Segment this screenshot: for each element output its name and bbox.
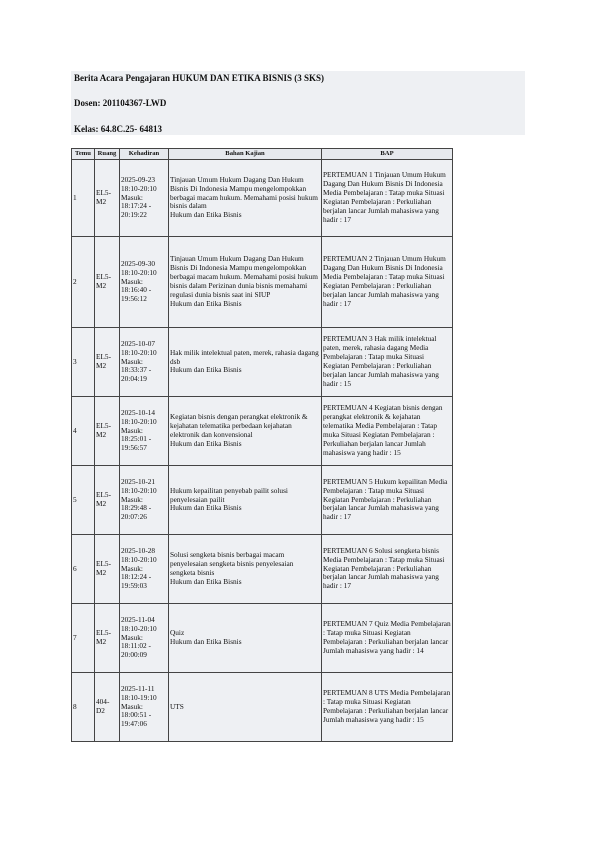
table-row [72,466,453,535]
cell-ruang: 404-D2 [95,673,120,742]
col-header-ruang: Ruang [95,149,120,160]
col-header-temu: Temu [72,149,95,160]
bahan-kajian-text: Hak milik intelektual paten, merek, rahasia dagang dsb [170,347,319,366]
cell-kehadiran: 2025-11-04 18:10-20:10 Masuk: 18:11:02 - 20:00:09 [120,604,169,673]
table-row [72,535,453,604]
cell-bap: PERTEMUAN 3 Hak milik intelektual paten, merek, rahasia dagang Media Pembelajaran : Tatap muka Situasi Kegiatan Pembelajaran : Perkuliahan berjalan lancar Jumlah mahasiswa yang hadir : 15 [322,328,453,397]
cell-bap: PERTEMUAN 2 Tinjauan Umum Hukum Dagang Dan Hukum Bisnis Di Indonesia Media Pembelajaran : Tatap muka Situasi Kegiatan Pembelajaran : Perkuliahan berjalan lancar Jumlah mahasiswa yang hadir : 17 [322,237,453,328]
cell-ruang: EL5-M2 [95,397,120,466]
cell-kehadiran: 2025-09-30 18:10-20:10 Masuk: 18:16:40 - 19:56:12 [120,237,169,328]
cell-bahan-kajian [169,397,322,466]
cell-temu: 8 [72,673,95,742]
cell-bahan-kajian [169,237,322,328]
cell-kehadiran: 2025-10-14 18:10-20:10 Masuk: 18:25:01 - 19:56:57 [120,397,169,466]
table-header-row [72,149,453,160]
bahan-kajian-text: Quiz [170,628,185,638]
lecturer-line: Dosen: 201104367-LWD [74,98,167,108]
cell-bahan-kajian [169,160,322,237]
cell-kehadiran: 2025-09-23 18:10-20:10 Masuk: 18:17:24 - 20:19:22 [120,160,169,237]
col-header-bap: BAP [322,149,453,160]
cell-ruang: EL5-M2 [95,535,120,604]
col-header-bahan-kajian: Bahan Kajian [169,149,322,160]
cell-bap: PERTEMUAN 4 Kegiatan bisnis dengan perangkat elektronik & kejahatan telematika Media Pembelajaran : Tatap muka Situasi Kegiatan Pembelajaran : Perkuliahan berjalan lancar Jumlah mahasiswa yang hadir : 15 [322,397,453,466]
cell-bahan-kajian [169,328,322,397]
cell-ruang: EL5-M2 [95,237,120,328]
cell-bahan-kajian [169,535,322,604]
cell-bahan-kajian [169,673,322,742]
cell-bap: PERTEMUAN 6 Solusi sengketa bisnis Media Pembelajaran : Tatap muka Situasi Kegiatan Pembelajaran : Perkuliahan berjalan lancar Jumlah mahasiswa yang hadir : 17 [322,535,453,604]
cell-kehadiran: 2025-11-11 18:10-19:10 Masuk: 18:00:51 - 19:47:06 [120,673,169,742]
course-name: Hukum dan Etika Bisnis [170,637,242,646]
cell-kehadiran: 2025-10-28 18:10-20:10 Masuk: 18:12:24 - 19:59:03 [120,535,169,604]
bahan-kajian-text: Tinjauan Umum Hukum Dagang Dan Hukum Bisnis Di Indonesia Mampu mengelompokkan berbagai macam hukum. Memahami posisi hukum bisnis dalam [170,174,318,211]
bahan-kajian-text: UTS [170,701,184,711]
cell-ruang: EL5-M2 [95,160,120,237]
cell-ruang: EL5-M2 [95,466,120,535]
cell-temu: 6 [72,535,95,604]
cell-temu: 3 [72,328,95,397]
cell-bap: PERTEMUAN 1 Tinjauan Umum Hukum Dagang Dan Hukum Bisnis Di Indonesia Media Pembelajaran : Tatap muka Situasi Kegiatan Pembelajaran : Perkuliahan berjalan lancar Jumlah mahasiswa yang hadir : 17 [322,160,453,237]
cell-bap: PERTEMUAN 7 Quiz Media Pembelajaran : Tatap muka Situasi Kegiatan Pembelajaran : Perkuliahan berjalan lancar Jumlah mahasiswa yang hadir : 14 [322,604,453,673]
table-row [72,328,453,397]
course-name: Hukum dan Etika Bisnis [170,438,242,448]
table-row [72,604,453,673]
cell-temu: 4 [72,397,95,466]
course-name: Hukum dan Etika Bisnis [170,503,242,513]
cell-bahan-kajian [169,604,322,673]
bahan-kajian-text: Hukum kepailitan penyebab pailit solusi penyelesaian pailit [170,485,288,504]
course-name: Hukum dan Etika Bisnis [170,576,242,586]
cell-bahan-kajian [169,466,322,535]
teaching-record-table [71,148,453,742]
document-header [71,71,525,135]
cell-kehadiran: 2025-10-07 18:10-20:10 Masuk: 18:33:37 - 20:04:19 [120,328,169,397]
course-name: Hukum dan Etika Bisnis [170,365,242,375]
cell-temu: 5 [72,466,95,535]
cell-temu: 2 [72,237,95,328]
cell-kehadiran: 2025-10-21 18:10-20:10 Masuk: 18:29:48 - 20:07:26 [120,466,169,535]
table-row [72,237,453,328]
document-title: Berita Acara Pengajaran HUKUM DAN ETIKA BISNIS (3 SKS) [74,73,325,83]
class-line: Kelas: 64.8C.25- 64813 [74,124,162,134]
cell-ruang: EL5-M2 [95,604,120,673]
bahan-kajian-text: Kegiatan bisnis dengan perangkat elektronik & kejahatan telematika perbedaan kejahatan elektronik dan konvensional [170,412,308,439]
course-name: Hukum dan Etika Bisnis [170,298,242,308]
table-row [72,673,453,742]
table-row [72,160,453,237]
table-row [72,397,453,466]
cell-bap: PERTEMUAN 8 UTS Media Pembelajaran : Tatap muka Situasi Kegiatan Pembelajaran : Perkuliahan berjalan lancar Jumlah mahasiswa yang hadir : 15 [322,673,453,742]
col-header-kehadiran: Kehadiran [120,149,169,160]
cell-bap: PERTEMUAN 5 Hukum kepailitan Media Pembelajaran : Tatap muka Situasi Kegiatan Pembelajaran : Perkuliahan berjalan lancar Jumlah mahasiswa yang hadir : 17 [322,466,453,535]
cell-ruang: EL5-M2 [95,328,120,397]
bahan-kajian-text: Tinjauan Umum Hukum Dagang Dan Hukum Bisnis Di Indonesia Mampu mengelompokkan berbagai macam hukum. Memahami posisi hukum bisnis dalam Perizinan dunia bisnis memahami regulasi dunia bisnis saat ini SIUP [170,254,318,299]
bahan-kajian-text: Solusi sengketa bisnis berbagai macam penyelesaian sengketa bisnis penyelesaian sengketa bisnis [170,550,294,577]
cell-temu: 1 [72,160,95,237]
cell-temu: 7 [72,604,95,673]
course-name: Hukum dan Etika Bisnis [170,210,242,220]
